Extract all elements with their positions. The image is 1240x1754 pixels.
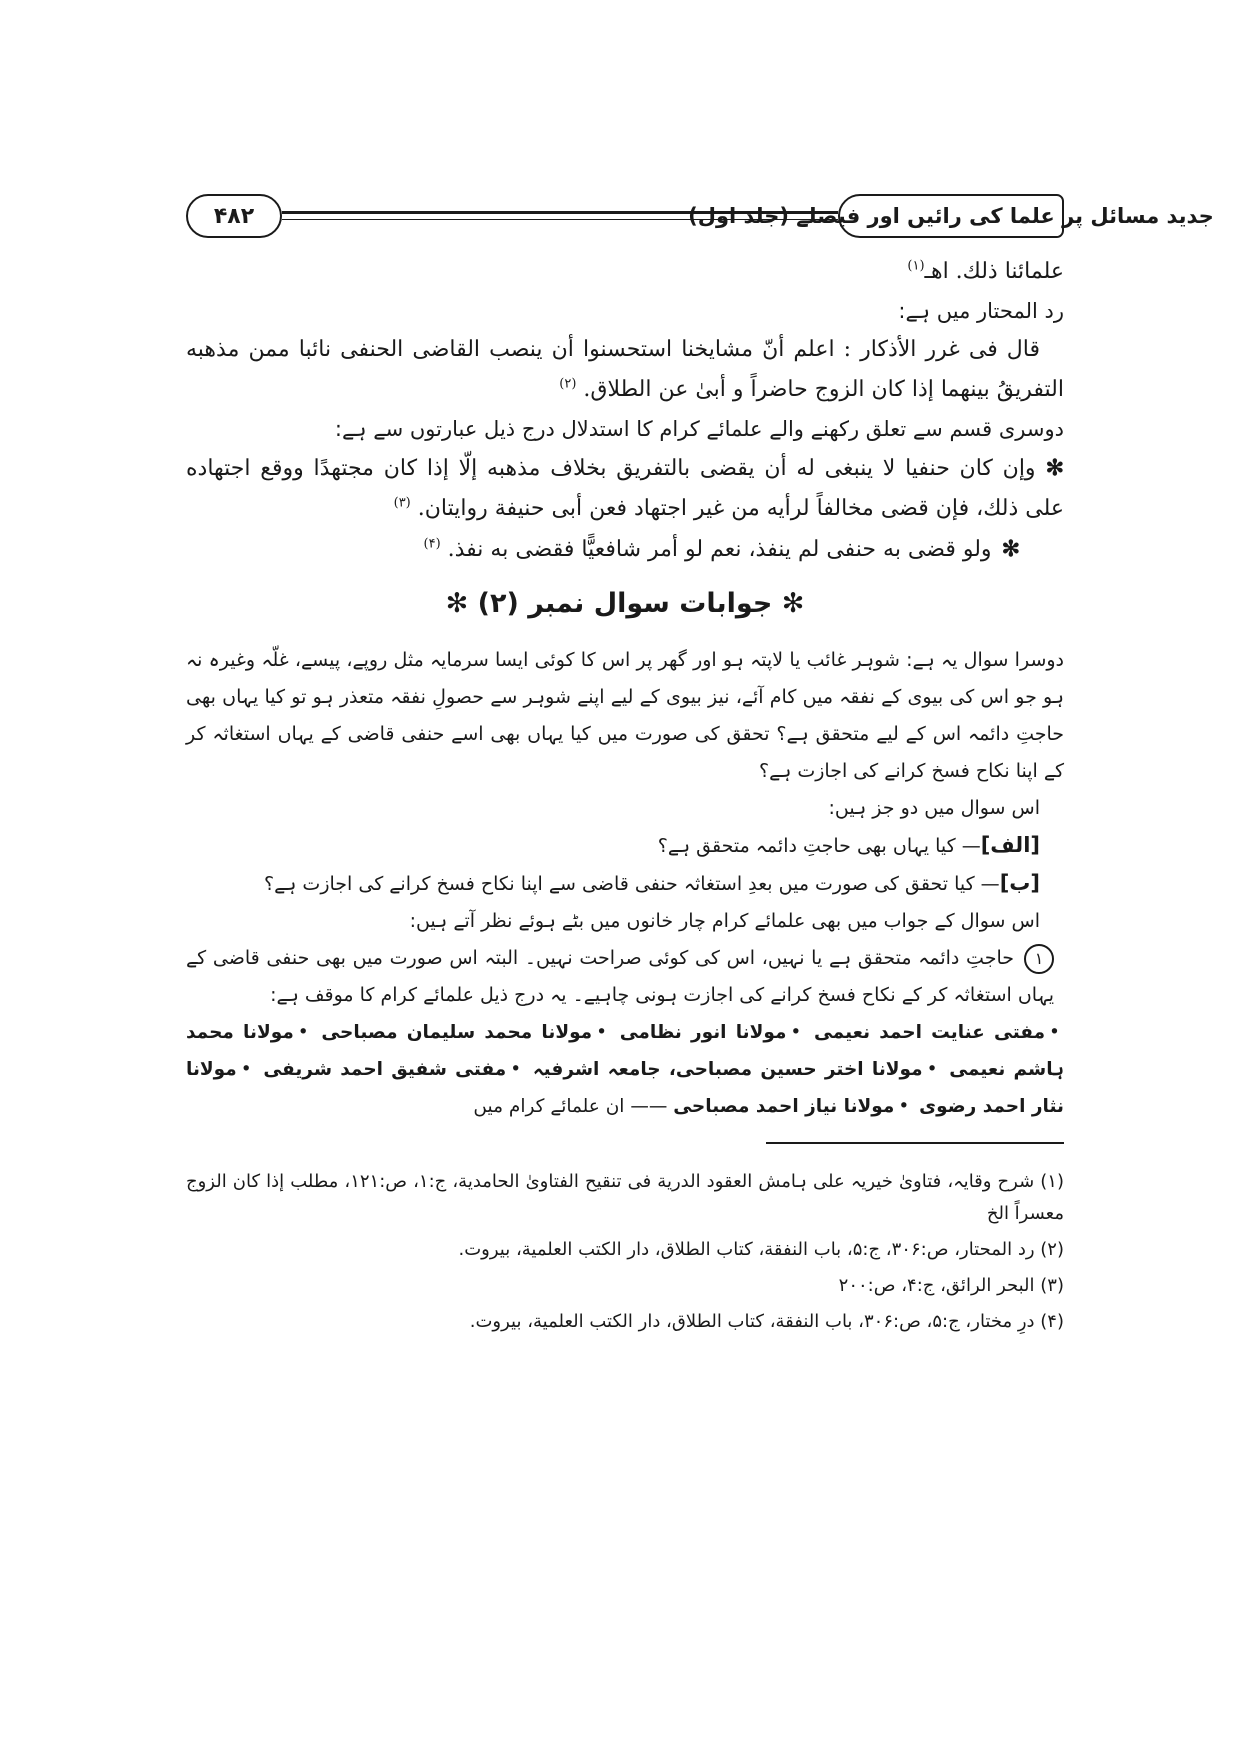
part-b: [ب]— کیا تحقق کی صورت میں بعدِ استغاثہ حنفی قاضی سے اپنا نکاح فسخ کرانے کی اجازت ہے؟ — [264, 871, 1040, 895]
radd-intro: رد المحتار میں ہے: — [898, 299, 1064, 323]
scholar-name: مولانا انور نظامی — [619, 1022, 787, 1043]
arabic-quote-3: ✻ولو قضی به حنفی لم ینفذ، نعم لو أمر شافعیًّا فقضی به نفذ. $^{(۴)}$ — [423, 536, 1020, 562]
scholar-name: مولانا محمد سلیمان مصباحی — [321, 1022, 593, 1043]
scholars-list: •مفتی عنایت احمد نعیمی •مولانا انور نظامی •مولانا محمد سلیمان مصباحی •مولانا محمد ہاشم نعیمی •مولانا اختر حسین مصباحی، جامعہ اشرفیہ •مفتی شفیق احمد شریفی •مولانا نثار احمد رضوی •مولانا نیاز احمد مصباحی —— ان علمائے کرام میں — [186, 1022, 1064, 1117]
second-type-intro: دوسری قسم سے تعلق رکھنے والے علمائے کرام کا استدلال درج ذیل عبارتوں سے ہے: — [334, 417, 1064, 441]
quote-continuation: علمائنا ذلك. اهـ$^{(۱)}$ — [907, 258, 1064, 284]
part-a: [الف]— کیا یہاں بھی حاجتِ دائمہ متحقق ہے؟ — [657, 833, 1040, 857]
scholar-name: مفتی شفیق احمد شریفی — [263, 1059, 507, 1080]
two-parts-intro: اس سوال میں دو جز ہیں: — [828, 797, 1040, 819]
page-number: ۴۸۲ — [186, 194, 282, 238]
arabic-quote-2: ✻وإن کان حنفیا لا ینبغی له أن یقضی بالتفریق بخلاف مذهبه إلّا إذا کان مجتهدًا ووقع اجتهاده علی ذلك، فإن قضی مخالفاً لرأیه من غیر اجتهاد فعن أبی حنیفة روایتان. $^{(۳)}$ — [186, 455, 1064, 521]
part-a-label: [الف] — [980, 833, 1040, 857]
footnote-3: (۳) البحر الرائق، ج:۴، ص:۲۰۰ — [838, 1275, 1064, 1296]
scholar-name: مولانا اختر حسین مصباحی، جامعہ اشرفیہ — [532, 1059, 923, 1080]
answers-intro: اس سوال کے جواب میں بھی علمائے کرام چار خانوں میں بٹے ہوئے نظر آتے ہیں: — [409, 910, 1040, 932]
scholar-name: مولانا نثار احمد رضوی — [186, 1059, 1064, 1117]
book-title: جدید مسائل پر علما کی رائیں اور فیصلے (جلد اول) — [838, 194, 1064, 238]
footnote-ref-4: (۴) — [423, 536, 441, 552]
main-text — [186, 252, 1064, 1125]
running-header — [186, 188, 1214, 244]
footnote-ref-1: (۱) — [907, 258, 925, 274]
footnotes — [186, 1166, 1064, 1342]
section-heading: ✻ جوابات سوال نمبر (۲) ✻ — [445, 588, 805, 619]
star-icon: ✻ — [1045, 455, 1064, 481]
scholar-name: مفتی عنایت احمد نعیمی — [813, 1022, 1046, 1043]
question-2-paragraph: دوسرا سوال یہ ہے: شوہر غائب یا لاپتہ ہو اور گھر پر اس کا کوئی ایسا سرمایہ مثل روپے، پیسے، غلّہ وغیرہ نہ ہو جو اس کی بیوی کے نفقہ میں کام آئے، نیز بیوی کے لیے اپنے شوہر سے حصولِ نفقہ متعذر ہو تو کیا یہاں بھی حاجتِ دائمہ اس کے لیے متحقق ہے؟ تحقق کی صورت میں کیا یہاں بھی اسے حنفی قاضی کے یہاں استغاثہ کر کے اپنا نکاح فسخ کرانے کی اجازت ہے؟ — [186, 649, 1064, 782]
footnote-ref-3: (۳) — [393, 495, 411, 511]
header-rule-thick — [282, 211, 838, 214]
scholar-name: مولانا محمد ہاشم نعیمی — [186, 1022, 1064, 1080]
footnote-4: (۴) درِ مختار، ج:۵، ص:۳۰۶، باب النفقة، کتاب الطلاق، دار الکتب العلمیة، بیروت. — [469, 1311, 1064, 1332]
header-rule-thin — [282, 219, 838, 220]
footnote-divider — [766, 1142, 1064, 1144]
star-icon: ✻ — [1001, 536, 1020, 562]
footnote-2: (۲) رد المحتار، ص:۳۰۶، ج:۵، باب النفقة، کتاب الطلاق، دار الکتب العلمیة، بیروت. — [458, 1239, 1064, 1260]
point-1: ۱حاجتِ دائمہ متحقق ہے یا نہیں، اس کی کوئی صراحت نہیں۔ البتہ اس صورت میں بھی حنفی قاضی کے یہاں استغاثہ کر کے نکاح فسخ کرانے کی اجازت ہونی چاہیے۔ یہ درج ذیل علمائے کرام کا موقف ہے: — [186, 940, 1064, 1014]
scholar-name: مولانا نیاز احمد مصباحی — [673, 1096, 895, 1117]
circled-number-1: ۱ — [1024, 944, 1054, 974]
footnote-ref-2: (۲) — [559, 376, 577, 392]
part-b-label: [ب] — [999, 871, 1040, 895]
footnote-1: (۱) شرح وقایہ، فتاوىٰ خیریہ علی ہامش العقود الدریة فی تنقیح الفتاوىٰ الحامدیة، ج:۱، ص:۱۲۱، مطلب إذا کان الزوج معسراً الخ — [186, 1171, 1064, 1224]
scholars-tail: —— ان علمائے کرام میں — [473, 1096, 668, 1117]
arabic-quote-1: قال فی غرر الأذکار : اعلم أنّ مشایخنا استحسنوا أن ینصب القاضی الحنفی نائبا ممن مذهبه التفریقُ بینهما إذا کان الزوج حاضراً و أبیٰ عن الطلاق. $^{(۲)}$ — [186, 337, 1064, 402]
